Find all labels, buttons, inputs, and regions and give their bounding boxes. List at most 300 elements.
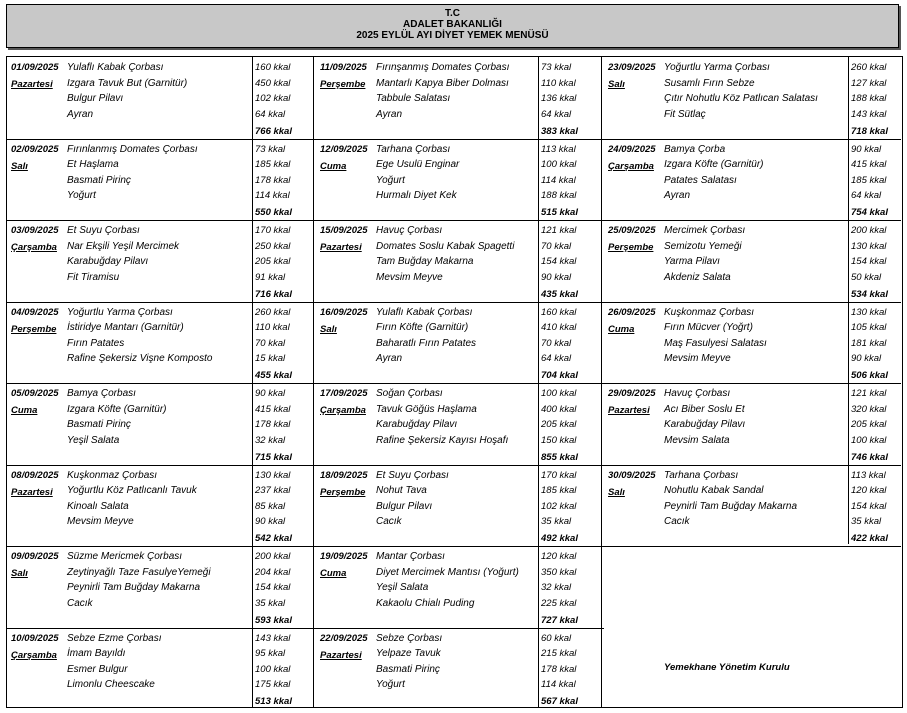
menu-item: Nar Ekşili Yeşil Mercimek — [67, 240, 180, 252]
day-menu-cell — [7, 139, 316, 221]
item-calories: 121 kkal — [541, 225, 577, 236]
menu-item: Peynirli Tam Buğday Makarna — [664, 500, 798, 512]
menu-weekday: Cuma — [11, 405, 38, 416]
item-calories: 70 kkal — [541, 240, 572, 252]
item-calories: 205 kkal — [255, 256, 291, 268]
item-calories: 450 kkal — [255, 77, 291, 89]
item-calories: 95 kkal — [255, 648, 286, 660]
total-calories: 515 kkal — [541, 207, 578, 218]
menu-item: Kuşkonmaz Çorbası — [664, 306, 755, 318]
item-calories: 154 kkal — [851, 500, 887, 512]
total-calories: 855 kkal — [541, 451, 578, 463]
menu-date: 02/09/2025 — [11, 143, 59, 155]
total-calories: 422 kkal — [851, 533, 888, 544]
menu-item: Fırın Patates — [67, 337, 125, 349]
calorie-list — [255, 631, 290, 693]
item-calories: 120 kkal — [541, 551, 577, 562]
item-calories: 15 kkal — [255, 353, 286, 365]
day-menu-cell — [316, 57, 604, 139]
item-calories: 60 kkal — [541, 632, 572, 644]
calorie-list — [851, 223, 886, 285]
menu-item: Yoğurtlu Yarma Çorbası — [67, 306, 173, 318]
item-calories: 260 kkal — [255, 306, 291, 318]
menu-date: 22/09/2025 — [320, 632, 368, 644]
menu-item: Karabuğday Pilavı — [376, 419, 458, 431]
menu-date: 25/09/2025 — [608, 225, 656, 236]
calorie-list — [255, 142, 290, 204]
menu-items — [376, 631, 442, 693]
item-calories: 178 kkal — [541, 663, 577, 675]
menu-item: Mevsim Meyve — [664, 353, 731, 365]
menu-date: 15/09/2025 — [320, 225, 368, 236]
menu-item: Kuşkonmaz Çorbası — [67, 469, 158, 481]
item-calories: 35 kkal — [851, 516, 882, 528]
item-calories: 100 kkal — [851, 434, 887, 446]
item-calories: 114 kkal — [541, 174, 576, 186]
item-calories: 200 kkal — [255, 551, 291, 562]
total-calories: 435 kkal — [541, 288, 578, 300]
menu-item: Yoğurt — [376, 174, 405, 186]
menu-item: Basmati Pirinç — [67, 419, 131, 431]
item-calories: 185 kkal — [851, 174, 887, 186]
item-calories: 73 kkal — [255, 143, 286, 155]
menu-item: Susamlı Fırın Sebze — [664, 77, 755, 89]
menu-item: Mantar Çorbası — [376, 551, 445, 562]
day-menu-cell — [604, 546, 901, 628]
item-calories: 90 kkal — [255, 388, 286, 399]
item-calories: 185 kkal — [255, 159, 291, 171]
item-calories: 170 kkal — [255, 225, 291, 236]
menu-item: Yoğurt — [67, 190, 96, 202]
header-line-tc: T.C — [445, 8, 460, 19]
item-calories: 100 kkal — [255, 663, 291, 675]
day-menu-cell — [316, 302, 604, 384]
menu-item: Akdeniz Salata — [664, 271, 731, 283]
day-menu-cell — [316, 383, 604, 465]
menu-date: 08/09/2025 — [11, 469, 59, 481]
menu-date: 17/09/2025 — [320, 388, 368, 399]
column-divider — [313, 57, 314, 707]
menu-item: Ege Usulü Enginar — [376, 159, 460, 171]
menu-date: 16/09/2025 — [320, 306, 368, 318]
calorie-list — [255, 386, 290, 448]
menu-item: Kakaolu Chialı Puding — [376, 597, 475, 609]
menu-date: 01/09/2025 — [11, 62, 59, 73]
total-calories: 534 kkal — [851, 288, 888, 300]
row-divider — [7, 465, 901, 466]
item-calories: 105 kkal — [851, 322, 887, 334]
menu-items — [67, 305, 212, 367]
total-calories: 718 kkal — [851, 125, 888, 137]
menu-weekday: Salı — [11, 568, 28, 579]
menu-item: Kinoalı Salata — [67, 500, 129, 512]
menu-item: Havuç Çorbası — [376, 225, 443, 236]
item-calories: 32 kkal — [541, 582, 572, 594]
menu-item: Mevsim Meyve — [376, 271, 443, 283]
menu-item: Peynirli Tam Buğday Makarna — [67, 582, 201, 594]
calorie-list — [541, 386, 576, 448]
item-calories: 64 kkal — [541, 353, 572, 365]
calorie-list — [255, 60, 290, 122]
menu-items — [67, 386, 166, 448]
menu-item: Bamya Çorbası — [67, 388, 136, 399]
day-menu-cell — [7, 302, 316, 384]
menu-item: Süzme Mericmek Çorbası — [67, 551, 183, 562]
item-calories: 110 kkal — [255, 322, 290, 334]
day-menu-cell — [7, 465, 316, 547]
menu-weekday: Pazartesi — [11, 79, 53, 90]
total-calories: 513 kkal — [255, 696, 292, 707]
menu-item: Yeşil Salata — [67, 434, 120, 446]
calorie-list — [851, 60, 886, 122]
item-calories: 143 kkal — [851, 108, 887, 120]
calorie-list — [255, 468, 290, 530]
menu-items — [376, 60, 509, 122]
menu-item: Nohut Tava — [376, 485, 427, 497]
menu-item: Izgara Köfte (Garnitür) — [67, 403, 167, 415]
menu-item: Soğan Çorbası — [376, 388, 443, 399]
total-calories: 766 kkal — [255, 125, 292, 137]
item-calories: 114 kkal — [541, 679, 576, 691]
item-calories: 188 kkal — [541, 190, 577, 202]
item-calories: 50 kkal — [851, 271, 882, 283]
calorie-list — [541, 223, 576, 285]
menu-item: Domates Soslu Kabak Spagetti — [376, 240, 515, 252]
menu-item: Havuç Çorbası — [664, 388, 731, 399]
row-divider — [7, 628, 604, 629]
menu-item: Fırınlanmış Domates Çorbası — [67, 143, 198, 155]
total-calories: 492 kkal — [541, 533, 578, 544]
item-calories: 160 kkal — [541, 306, 577, 318]
item-calories: 64 kkal — [851, 190, 882, 202]
menu-item: Et Haşlama — [67, 159, 119, 171]
calorie-list — [541, 549, 576, 611]
menu-weekday: Pazartesi — [320, 649, 362, 661]
item-calories: 154 kkal — [255, 582, 291, 594]
menu-weekday: Cuma — [320, 568, 347, 579]
day-menu-cell — [604, 465, 901, 547]
item-calories: 35 kkal — [541, 516, 572, 528]
total-calories: 506 kkal — [851, 370, 888, 381]
item-calories: 90 kkal — [541, 271, 572, 283]
menu-item: Mantarlı Kapya Biber Dolması — [376, 77, 509, 89]
menu-date: 26/09/2025 — [608, 306, 656, 318]
item-calories: 415 kkal — [851, 159, 887, 171]
total-calories: 704 kkal — [541, 370, 578, 381]
menu-weekday: Cuma — [320, 160, 347, 172]
menu-item: Yoğurt — [376, 679, 405, 691]
item-calories: 185 kkal — [541, 485, 577, 497]
calorie-list — [851, 468, 886, 530]
row-divider — [7, 220, 901, 221]
menu-date: 23/09/2025 — [608, 62, 656, 73]
menu-items — [376, 549, 519, 611]
menu-item: Tarhana Çorbası — [376, 143, 451, 155]
menu-item: Baharatlı Fırın Patates — [376, 337, 477, 349]
menu-weekday: Pazartesi — [608, 405, 650, 416]
calorie-list — [255, 223, 290, 285]
item-calories: 70 kkal — [541, 337, 572, 349]
menu-item: Rafine Şekersiz Vişne Komposto — [67, 353, 213, 365]
item-calories: 100 kkal — [541, 388, 577, 399]
menu-item: İmam Bayıldı — [67, 648, 126, 660]
menu-item: Diyet Mercimek Mantısı (Yoğurt) — [376, 566, 519, 578]
calorie-list — [541, 631, 576, 693]
calorie-list — [541, 142, 576, 204]
committee-signature: Yemekhane Yönetim Kurulu — [664, 661, 790, 673]
menu-items — [376, 223, 514, 285]
menu-item: Tavuk Göğüs Haşlama — [376, 403, 477, 415]
menu-date: 30/09/2025 — [608, 469, 656, 481]
item-calories: 154 kkal — [851, 256, 887, 268]
menu-item: Bulgur Pilavı — [376, 500, 433, 512]
row-divider — [7, 139, 901, 140]
item-calories: 143 kkal — [255, 632, 291, 644]
menu-weekday: Çarşamba — [11, 649, 57, 661]
item-calories: 85 kkal — [255, 500, 286, 512]
menu-date: 11/09/2025 — [320, 62, 367, 73]
menu-item: Fit Sütlaç — [664, 108, 706, 120]
menu-item: Limonlu Cheescake — [67, 679, 155, 691]
menu-items — [376, 305, 476, 367]
day-menu-cell — [7, 383, 316, 465]
item-calories: 175 kkal — [255, 679, 291, 691]
item-calories: 130 kkal — [851, 306, 887, 318]
menu-item: Cacık — [67, 597, 93, 609]
menu-item: Yoğurtlu Yarma Çorbası — [664, 62, 770, 73]
menu-item: Fırın Mücver (Yoğrt) — [664, 322, 753, 334]
item-calories: 170 kkal — [541, 469, 577, 481]
total-calories: 746 kkal — [851, 451, 888, 463]
menu-item: Sebze Çorbası — [376, 632, 443, 644]
item-calories: 188 kkal — [851, 93, 887, 105]
menu-date: 12/09/2025 — [320, 143, 368, 155]
menu-item: Yoğurtlu Köz Patlıcanlı Tavuk — [67, 485, 197, 497]
item-calories: 260 kkal — [851, 62, 887, 73]
menu-item: Patates Salatası — [664, 174, 737, 186]
menu-grid — [6, 56, 903, 708]
menu-item: Esmer Bulgur — [67, 663, 128, 675]
menu-date: 05/09/2025 — [11, 388, 59, 399]
column-divider — [848, 57, 849, 544]
menu-items — [67, 60, 187, 122]
menu-date: 04/09/2025 — [11, 306, 59, 318]
total-calories: 754 kkal — [851, 207, 888, 218]
menu-items — [376, 468, 449, 530]
total-calories: 715 kkal — [255, 451, 292, 463]
calorie-list — [255, 549, 290, 611]
menu-item: Fit Tiramisu — [67, 271, 120, 283]
item-calories: 150 kkal — [541, 434, 577, 446]
calorie-list — [541, 60, 576, 122]
header-ministry: ADALET BAKANLIĞI — [403, 19, 502, 30]
menu-date: 18/09/2025 — [320, 469, 368, 481]
total-calories: 727 kkal — [541, 614, 578, 626]
menu-item: Hurmalı Diyet Kek — [376, 190, 457, 202]
menu-item: Yeşil Salata — [376, 582, 429, 594]
row-divider — [7, 546, 901, 547]
day-menu-cell — [604, 628, 901, 710]
menu-weekday: Salı — [11, 160, 28, 172]
menu-item: Nohutlu Kabak Sandal — [664, 485, 764, 497]
total-calories: 567 kkal — [541, 696, 578, 707]
item-calories: 32 kkal — [255, 434, 286, 446]
menu-item: Et Suyu Çorbası — [67, 225, 140, 236]
row-divider — [7, 383, 901, 384]
menu-items — [67, 223, 179, 285]
menu-item: Semizotu Yemeği — [664, 240, 742, 252]
item-calories: 91 kkal — [255, 271, 286, 283]
item-calories: 320 kkal — [851, 403, 887, 415]
item-calories: 102 kkal — [255, 93, 291, 105]
item-calories: 154 kkal — [541, 256, 577, 268]
item-calories: 181 kkal — [851, 337, 887, 349]
day-menu-cell — [604, 302, 901, 384]
item-calories: 113 kkal — [541, 143, 576, 155]
total-calories: 716 kkal — [255, 288, 292, 300]
menu-item: Mevsim Meyve — [67, 516, 134, 528]
menu-items — [67, 631, 162, 693]
item-calories: 100 kkal — [541, 159, 577, 171]
day-menu-cell — [7, 546, 316, 628]
item-calories: 160 kkal — [255, 62, 291, 73]
menu-item: Zeytinyağlı Taze FasulyeYemeği — [67, 566, 211, 578]
item-calories: 178 kkal — [255, 174, 291, 186]
menu-weekday: Perşembe — [320, 79, 366, 90]
day-menu-cell — [316, 546, 604, 628]
menu-item: Yelpaze Tavuk — [376, 648, 441, 660]
item-calories: 102 kkal — [541, 500, 577, 512]
menu-item: Basmati Pirinç — [67, 174, 131, 186]
menu-item: Mevsim Salata — [664, 434, 730, 446]
menu-items — [664, 305, 767, 367]
menu-item: Ayran — [67, 108, 94, 120]
menu-item: Ayran — [664, 190, 691, 202]
menu-item: İstiridye Mantarı (Garnitür) — [67, 322, 184, 334]
day-menu-cell — [316, 628, 604, 710]
calorie-list — [851, 142, 886, 204]
menu-item: Tabbule Salatası — [376, 93, 451, 105]
row-divider — [7, 302, 901, 303]
menu-item: Yulaflı Kabak Çorbası — [67, 62, 164, 73]
menu-weekday: Salı — [608, 79, 625, 90]
menu-date: 03/09/2025 — [11, 225, 59, 236]
menu-item: Çıtır Nohutlu Köz Patlıcan Salatası — [664, 93, 818, 105]
calorie-list — [851, 386, 886, 448]
menu-date: 29/09/2025 — [608, 388, 656, 399]
item-calories: 64 kkal — [541, 108, 572, 120]
item-calories: 120 kkal — [851, 485, 887, 497]
calorie-list — [541, 305, 576, 367]
item-calories: 121 kkal — [851, 388, 887, 399]
menu-date: 10/09/2025 — [11, 632, 59, 644]
menu-weekday: Çarşamba — [320, 405, 366, 416]
menu-item: Cacık — [376, 516, 402, 528]
menu-item: Karabuğday Pilavı — [664, 419, 746, 431]
item-calories: 113 kkal — [851, 469, 886, 481]
menu-items — [664, 223, 745, 285]
menu-items — [664, 386, 745, 448]
menu-item: Maş Fasulyesi Salatası — [664, 337, 767, 349]
item-calories: 90 kkal — [851, 143, 882, 155]
item-calories: 410 kkal — [541, 322, 577, 334]
menu-item: Izgara Tavuk But (Garnitür) — [67, 77, 188, 89]
column-divider — [601, 57, 602, 707]
menu-date: 19/09/2025 — [320, 551, 368, 562]
menu-item: Mercimek Çorbası — [664, 225, 746, 236]
menu-item: Yulaflı Kabak Çorbası — [376, 306, 473, 318]
day-menu-cell — [604, 139, 901, 221]
item-calories: 136 kkal — [541, 93, 577, 105]
item-calories: 127 kkal — [851, 77, 887, 89]
menu-items — [67, 142, 198, 204]
menu-items — [67, 549, 211, 611]
item-calories: 400 kkal — [541, 403, 577, 415]
menu-item: Bulgur Pilavı — [67, 93, 124, 105]
menu-item: Rafine Şekersiz Kayısı Hoşafı — [376, 434, 509, 446]
menu-items — [67, 468, 197, 530]
menu-weekday: Pazartesi — [320, 242, 362, 253]
item-calories: 90 kkal — [851, 353, 882, 365]
menu-weekday: Salı — [608, 486, 625, 498]
item-calories: 205 kkal — [541, 419, 577, 431]
header-menu-title: 2025 EYLÜL AYI DİYET YEMEK MENÜSÜ — [356, 30, 549, 41]
column-divider — [252, 57, 253, 707]
menu-item: Ayran — [376, 353, 403, 365]
menu-items — [664, 142, 763, 204]
calorie-list — [255, 305, 290, 367]
column-divider — [538, 57, 539, 707]
menu-item: Acı Biber Soslu Et — [664, 403, 745, 415]
calorie-list — [851, 305, 886, 367]
menu-items — [664, 468, 797, 530]
item-calories: 204 kkal — [255, 566, 291, 578]
menu-item: Basmati Pirinç — [376, 663, 440, 675]
menu-header — [6, 4, 899, 48]
menu-item: Izgara Köfte (Garnitür) — [664, 159, 764, 171]
menu-item: Tam Buğday Makarna — [376, 256, 474, 268]
total-calories: 542 kkal — [255, 533, 292, 544]
item-calories: 237 kkal — [255, 485, 291, 497]
menu-item: Fırın Köfte (Garnitür) — [376, 322, 469, 334]
menu-item: Et Suyu Çorbası — [376, 469, 449, 481]
menu-weekday: Perşembe — [11, 323, 57, 335]
item-calories: 130 kkal — [851, 240, 887, 252]
day-menu-cell — [316, 139, 604, 221]
day-menu-cell — [604, 57, 901, 139]
calorie-list — [541, 468, 576, 530]
item-calories: 35 kkal — [255, 597, 286, 609]
menu-items — [376, 142, 459, 204]
menu-weekday: Pazartesi — [11, 486, 53, 498]
menu-items — [376, 386, 508, 448]
item-calories: 64 kkal — [255, 108, 286, 120]
total-calories: 455 kkal — [255, 370, 292, 381]
menu-weekday: Salı — [320, 323, 337, 335]
item-calories: 73 kkal — [541, 62, 572, 73]
menu-item: Karabuğday Pilavı — [67, 256, 149, 268]
item-calories: 200 kkal — [851, 225, 887, 236]
menu-item: Fırınşanmış Domates Çorbası — [376, 62, 510, 73]
day-menu-cell — [316, 465, 604, 547]
total-calories: 383 kkal — [541, 125, 578, 137]
item-calories: 205 kkal — [851, 419, 887, 431]
item-calories: 350 kkal — [541, 566, 577, 578]
menu-weekday: Perşembe — [320, 486, 366, 498]
item-calories: 215 kkal — [541, 648, 577, 660]
menu-item: Cacık — [664, 516, 690, 528]
item-calories: 110 kkal — [541, 77, 576, 89]
